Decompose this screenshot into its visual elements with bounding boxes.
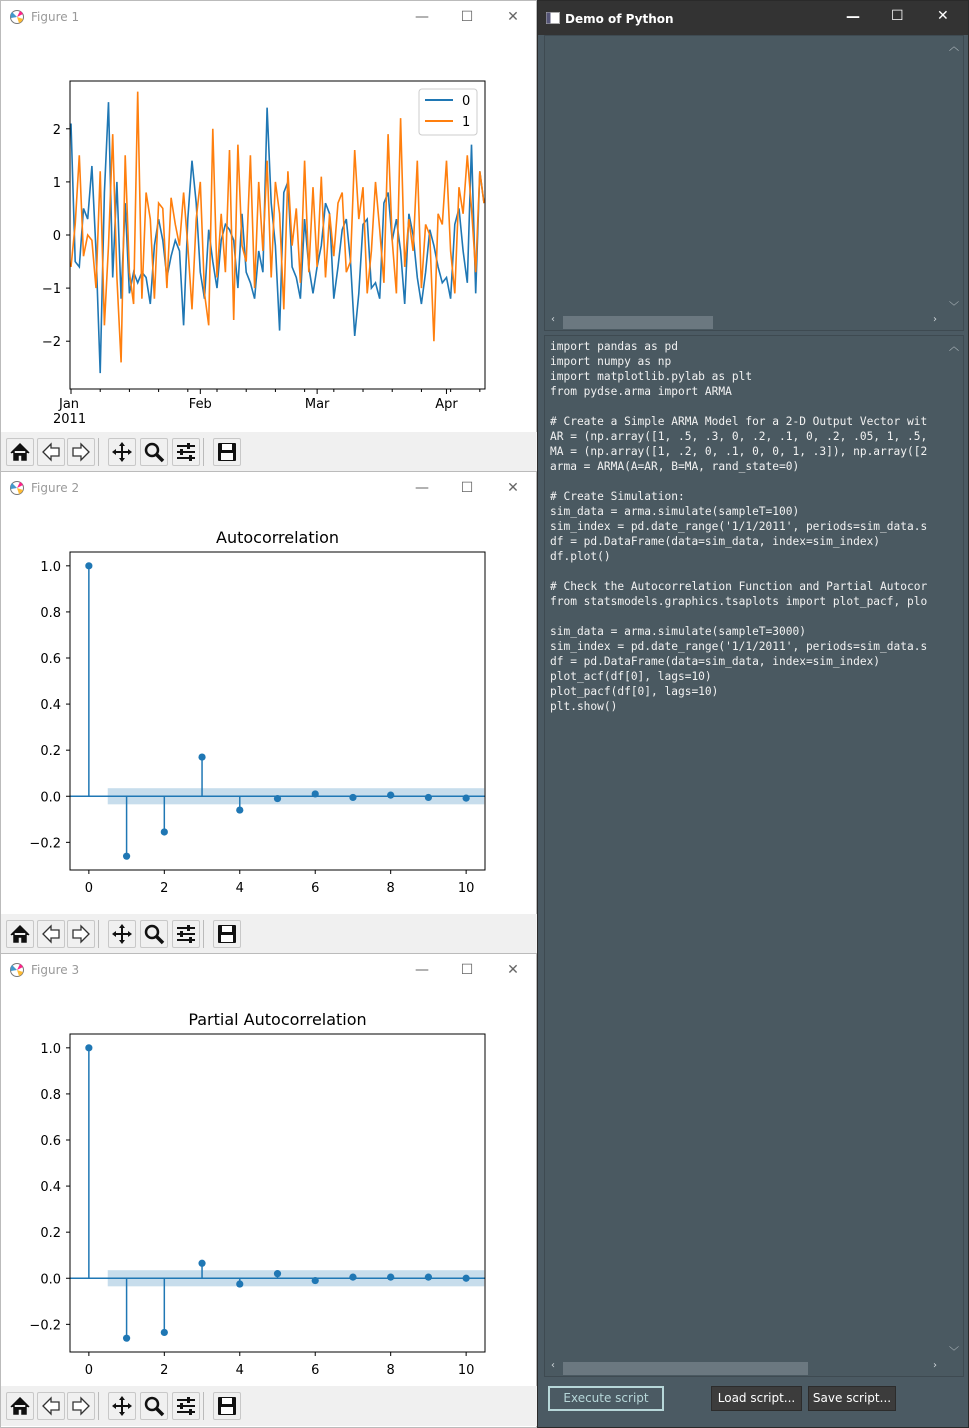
close-button[interactable]: ✕ <box>507 962 519 978</box>
save-icon <box>214 921 240 947</box>
x-tick-label: 8 <box>386 881 395 896</box>
zoom-icon <box>141 439 167 465</box>
minimize-button[interactable]: — <box>415 480 429 496</box>
zoom-icon <box>141 921 167 947</box>
x-tick-label: 10 <box>457 881 475 896</box>
stem-marker <box>161 1329 168 1336</box>
configure-subplots-icon <box>173 439 199 465</box>
stem-marker <box>425 1274 432 1281</box>
configure-subplots-icon <box>173 1393 199 1419</box>
forward-arrow-icon <box>68 439 94 465</box>
figure-1-titlebar[interactable] <box>1 1 536 33</box>
pacf-chart[interactable] <box>1 986 538 1386</box>
x-tick-label: 2 <box>160 1363 169 1378</box>
x-tick-label: Feb <box>188 397 212 412</box>
legend-label: 0 <box>462 94 471 109</box>
toolbar-separator <box>203 1392 204 1420</box>
figure-2-titlebar[interactable] <box>1 472 536 504</box>
y-tick-label: 0.2 <box>40 744 61 760</box>
toolbar-separator <box>98 920 99 948</box>
stem-marker <box>85 562 92 569</box>
y-tick-label: 0.2 <box>40 1226 61 1242</box>
figure-1-toolbar <box>1 432 538 472</box>
figure-2-title: Figure 2 <box>31 481 80 495</box>
matplotlib-icon <box>9 962 25 978</box>
stem-marker <box>387 792 394 799</box>
stem-marker <box>463 1275 470 1282</box>
close-button[interactable]: ✕ <box>507 480 519 496</box>
demo-titlebar[interactable] <box>538 1 968 35</box>
home-button[interactable] <box>6 1392 34 1420</box>
script-code[interactable]: import pandas as pd import numpy as np import matplotlib.pylab as plt from pydse.arma import ARMA # Create a Simple ARMA Model for a 2-D Output Vector wit AR = (np.array([1, .5, .3, 0, .2, .1, 0, .2, .05, 1, .5, MA = (np.array([1, .2, 0, .1, 0, 0, 1, .3]), np.array([2 arma = ARMA(A=AR, B=MA, rand_state=0) # Create Simulation: sim_data = arma.simulate(sampleT=100) sim_index = pd.date_range('1/1/2011', periods=sim_data.s df = pd.DataFrame(data=sim_data, index=sim_index) df.plot() # Check the Autocorrelation Function and Partial Autocor from statsmodels.graphics.tsaplots import plot_pacf, plo sim_data = arma.simulate(sampleT=3000) sim_index = pd.date_range('1/1/2011', periods=sim_data.s df = pd.DataFrame(data=sim_data, index=sim_index) plot_acf(df[0], lags=10) plot_pacf(df[0], lags=10) plt.show() <box>550 340 928 713</box>
home-button[interactable] <box>6 920 34 948</box>
back-arrow-icon <box>38 921 64 947</box>
plot-frame <box>70 552 485 870</box>
y-tick-label: 1 <box>52 175 61 191</box>
output-hscroll-thumb[interactable] <box>563 316 713 329</box>
y-tick-label: −2 <box>41 335 61 351</box>
y-tick-label: −0.2 <box>29 1318 61 1334</box>
forward-arrow-button[interactable] <box>67 438 95 466</box>
stem-marker <box>123 1335 130 1342</box>
stem-marker <box>349 794 356 801</box>
home-button[interactable] <box>6 438 34 466</box>
x-tick-label: 2011 <box>53 412 87 427</box>
scroll-left-icon[interactable]: ‹ <box>551 1360 555 1371</box>
toolbar-separator <box>98 438 99 466</box>
back-arrow-icon <box>38 1393 64 1419</box>
close-button[interactable]: ✕ <box>507 9 519 25</box>
maximize-button[interactable]: ☐ <box>460 9 474 25</box>
pan-icon <box>109 439 135 465</box>
chart-title: Autocorrelation <box>216 528 339 547</box>
home-icon <box>7 1393 33 1419</box>
y-tick-label: 0.6 <box>40 1134 61 1149</box>
y-tick-label: −0.2 <box>29 836 61 852</box>
scroll-left-icon[interactable]: ‹ <box>551 314 555 325</box>
stem-marker <box>274 795 281 802</box>
toolbar-separator <box>98 1392 99 1420</box>
legend <box>419 89 477 135</box>
scroll-up-icon[interactable]: ︿ <box>949 342 959 353</box>
editor-vertical-scrollbar[interactable] <box>945 336 963 1360</box>
save-icon <box>214 1393 240 1419</box>
output-pane[interactable] <box>544 35 964 331</box>
pan-button[interactable] <box>108 920 136 948</box>
x-tick-label: 10 <box>457 1363 475 1378</box>
figure-3-titlebar[interactable] <box>1 954 536 986</box>
y-tick-label: 1.0 <box>40 1041 61 1057</box>
stem-marker <box>463 795 470 802</box>
home-icon <box>7 439 33 465</box>
y-tick-label: 0.0 <box>40 790 61 806</box>
stem-marker <box>198 1260 205 1267</box>
y-tick-label: 0.8 <box>40 1087 61 1103</box>
plot-frame <box>70 1034 485 1352</box>
back-arrow-button[interactable] <box>37 920 65 948</box>
stem-marker <box>85 1044 92 1051</box>
demo-title: Demo of Python <box>565 12 674 26</box>
x-tick-label: 4 <box>235 881 244 896</box>
y-tick-label: 2 <box>52 122 61 138</box>
minimize-button[interactable]: — <box>846 9 860 25</box>
script-editor[interactable] <box>544 335 964 1377</box>
y-tick-label: 0.4 <box>40 1180 61 1196</box>
stem-marker <box>161 828 168 835</box>
toolbar-separator <box>203 438 204 466</box>
scroll-up-icon[interactable]: ︿ <box>949 42 959 53</box>
stem-marker <box>312 1277 319 1284</box>
close-button[interactable]: ✕ <box>937 8 949 24</box>
app-window-icon <box>546 12 560 24</box>
configure-subplots-icon <box>173 921 199 947</box>
x-tick-label: 2 <box>160 881 169 896</box>
zoom-button[interactable] <box>140 920 168 948</box>
minimize-button[interactable]: — <box>415 9 429 25</box>
back-arrow-button[interactable] <box>37 438 65 466</box>
x-tick-label: Jan <box>59 397 80 412</box>
series-line-0 <box>71 102 484 373</box>
zoom-button[interactable] <box>140 1392 168 1420</box>
figure-3-title: Figure 3 <box>31 963 80 977</box>
forward-arrow-icon <box>68 1393 94 1419</box>
x-tick-label: Apr <box>435 397 458 412</box>
x-tick-label: 6 <box>311 1363 320 1378</box>
stem-marker <box>236 1280 243 1287</box>
timeseries-chart[interactable] <box>1 33 538 431</box>
home-icon <box>7 921 33 947</box>
stem-marker <box>312 790 319 797</box>
stem-marker <box>387 1274 394 1281</box>
figure-2-window <box>0 471 537 953</box>
maximize-button[interactable]: ☐ <box>891 8 904 24</box>
zoom-button[interactable] <box>140 438 168 466</box>
stem-marker <box>425 794 432 801</box>
stem-marker <box>274 1270 281 1277</box>
save-button[interactable] <box>213 920 241 948</box>
figure-2-toolbar <box>1 914 538 954</box>
scroll-right-icon[interactable]: › <box>933 1360 937 1371</box>
chart-title: Partial Autocorrelation <box>188 1010 367 1029</box>
legend-label: 1 <box>462 115 471 130</box>
pan-button[interactable] <box>108 1392 136 1420</box>
pan-icon <box>109 1393 135 1419</box>
stem-marker <box>349 1274 356 1281</box>
y-tick-label: −1 <box>41 282 61 298</box>
figure-1-window <box>0 0 537 471</box>
x-tick-label: 0 <box>84 1363 94 1378</box>
toolbar-separator <box>203 920 204 948</box>
forward-arrow-button[interactable] <box>67 920 95 948</box>
maximize-button[interactable]: ☐ <box>460 962 474 978</box>
scroll-right-icon[interactable]: › <box>933 314 937 325</box>
x-tick-label: 0 <box>84 881 94 896</box>
figure-3-window <box>0 953 537 1428</box>
y-tick-label: 0.6 <box>40 652 61 667</box>
y-tick-label: 0 <box>52 229 61 244</box>
save-script-button[interactable]: Save script... <box>808 1386 896 1411</box>
stem-marker <box>123 853 130 860</box>
matplotlib-icon <box>9 480 25 496</box>
x-tick-label: 8 <box>386 1363 395 1378</box>
configure-subplots-button[interactable] <box>172 1392 200 1420</box>
pan-icon <box>109 921 135 947</box>
acf-chart[interactable] <box>1 504 538 914</box>
demo-window <box>537 0 969 1428</box>
y-tick-label: 0.0 <box>40 1272 61 1288</box>
maximize-button[interactable]: ☐ <box>460 480 474 496</box>
scroll-down-icon[interactable]: ﹀ <box>949 1347 959 1358</box>
minimize-button[interactable]: — <box>415 962 429 978</box>
matplotlib-icon <box>9 9 25 25</box>
x-tick-label: 4 <box>235 1363 244 1378</box>
configure-subplots-button[interactable] <box>172 438 200 466</box>
save-icon <box>214 439 240 465</box>
output-horizontal-scrollbar[interactable] <box>545 314 945 330</box>
zoom-icon <box>141 1393 167 1419</box>
back-arrow-icon <box>38 439 64 465</box>
stem-marker <box>236 806 243 813</box>
editor-horizontal-scrollbar[interactable] <box>545 1360 945 1376</box>
stem-marker <box>198 753 205 760</box>
forward-arrow-icon <box>68 921 94 947</box>
save-button[interactable] <box>213 438 241 466</box>
x-tick-label: Mar <box>304 397 330 412</box>
editor-hscroll-thumb[interactable] <box>563 1362 808 1375</box>
execute-script-button[interactable]: Execute script <box>548 1386 664 1411</box>
figure-3-toolbar <box>1 1386 538 1426</box>
y-tick-label: 0.4 <box>40 698 61 714</box>
save-button[interactable] <box>213 1392 241 1420</box>
forward-arrow-button[interactable] <box>67 1392 95 1420</box>
output-vertical-scrollbar[interactable] <box>945 36 963 314</box>
scroll-down-icon[interactable]: ﹀ <box>949 302 959 313</box>
load-script-button[interactable]: Load script... <box>711 1386 802 1411</box>
x-tick-label: 6 <box>311 881 320 896</box>
y-tick-label: 0.8 <box>40 605 61 621</box>
y-tick-label: 1.0 <box>40 559 61 575</box>
back-arrow-button[interactable] <box>37 1392 65 1420</box>
pan-button[interactable] <box>108 438 136 466</box>
configure-subplots-button[interactable] <box>172 920 200 948</box>
figure-1-title: Figure 1 <box>31 10 80 24</box>
